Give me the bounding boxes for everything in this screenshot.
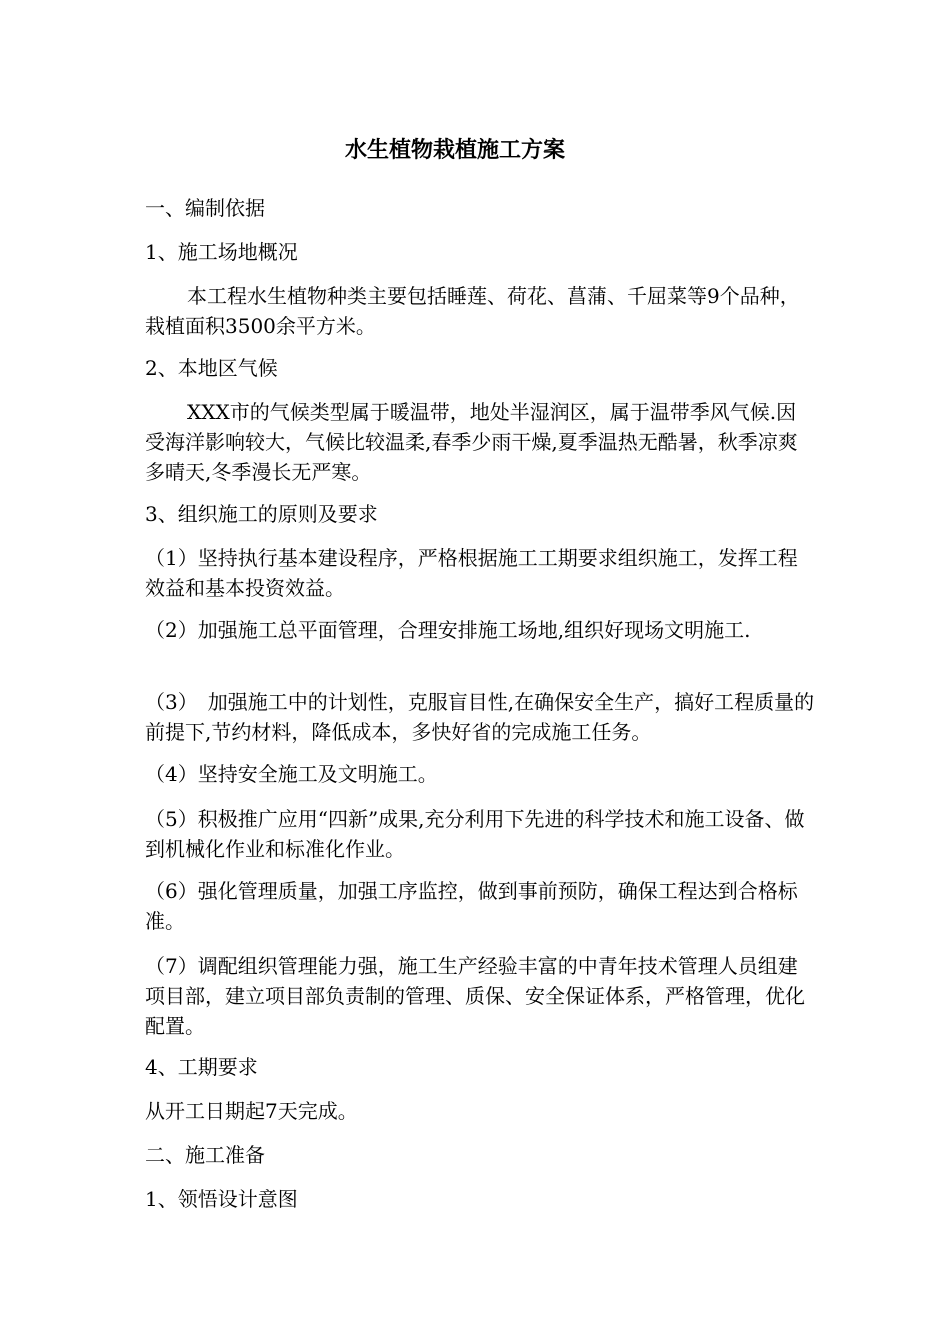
list-item-principle-2: （2）加强施工总平面管理，合理安排施工场地,组织好现场文明施工.	[145, 618, 751, 642]
section-heading-construction-preparation: 二、施工准备	[145, 1143, 265, 1167]
paragraph-schedule: 从开工日期起7天完成。	[145, 1099, 358, 1123]
list-item-principle-3: （3） 加强施工中的计划性，克服盲目性,在确保安全生产，搞好工程质量的前提下,节约材料，降低成本，多快好省的完成施工任务。	[145, 690, 815, 744]
subsection-heading-principles: 3、组织施工的原则及要求	[145, 502, 378, 526]
section-heading-compilation-basis: 一、编制依据	[145, 196, 265, 220]
subsection-heading-site-overview: 1、施工场地概况	[145, 240, 298, 264]
paragraph-local-climate: XXX市的气候类型属于暖温带，地处半湿润区，属于温带季风气候.因受海洋影响较大，气候比较温柔,春季少雨干燥,夏季温热无酷暑，秋季凉爽多晴天,冬季漫长无严寒。	[145, 400, 798, 484]
subsection-heading-local-climate: 2、本地区气候	[145, 356, 278, 380]
paragraph-site-overview: 本工程水生植物种类主要包括睡莲、荷花、菖蒲、千屈菜等9个品种，栽植面积3500余平方米。	[145, 284, 800, 338]
list-item-principle-4: （4）坚持安全施工及文明施工。	[145, 762, 438, 786]
subsection-heading-design-intent: 1、领悟设计意图	[145, 1187, 298, 1211]
document-title: 水生植物栽植施工方案	[344, 138, 565, 163]
list-item-principle-7: （7）调配组织管理能力强，施工生产经验丰富的中青年技术管理人员组建项目部，建立项目部负责制的管理、质保、安全保证体系，严格管理，优化配置。	[145, 954, 805, 1038]
subsection-heading-schedule: 4、工期要求	[145, 1055, 258, 1079]
list-item-principle-6: （6）强化管理质量，加强工序监控，做到事前预防，确保工程达到合格标准。	[145, 879, 798, 933]
list-item-principle-1: （1）坚持执行基本建设程序，严格根据施工工期要求组织施工，发挥工程效益和基本投资效益。	[145, 546, 798, 600]
list-item-principle-5: （5）积极推广应用“四新”成果,充分利用下先进的科学技术和施工设备、做到机械化作业和标准化作业。	[145, 807, 805, 861]
